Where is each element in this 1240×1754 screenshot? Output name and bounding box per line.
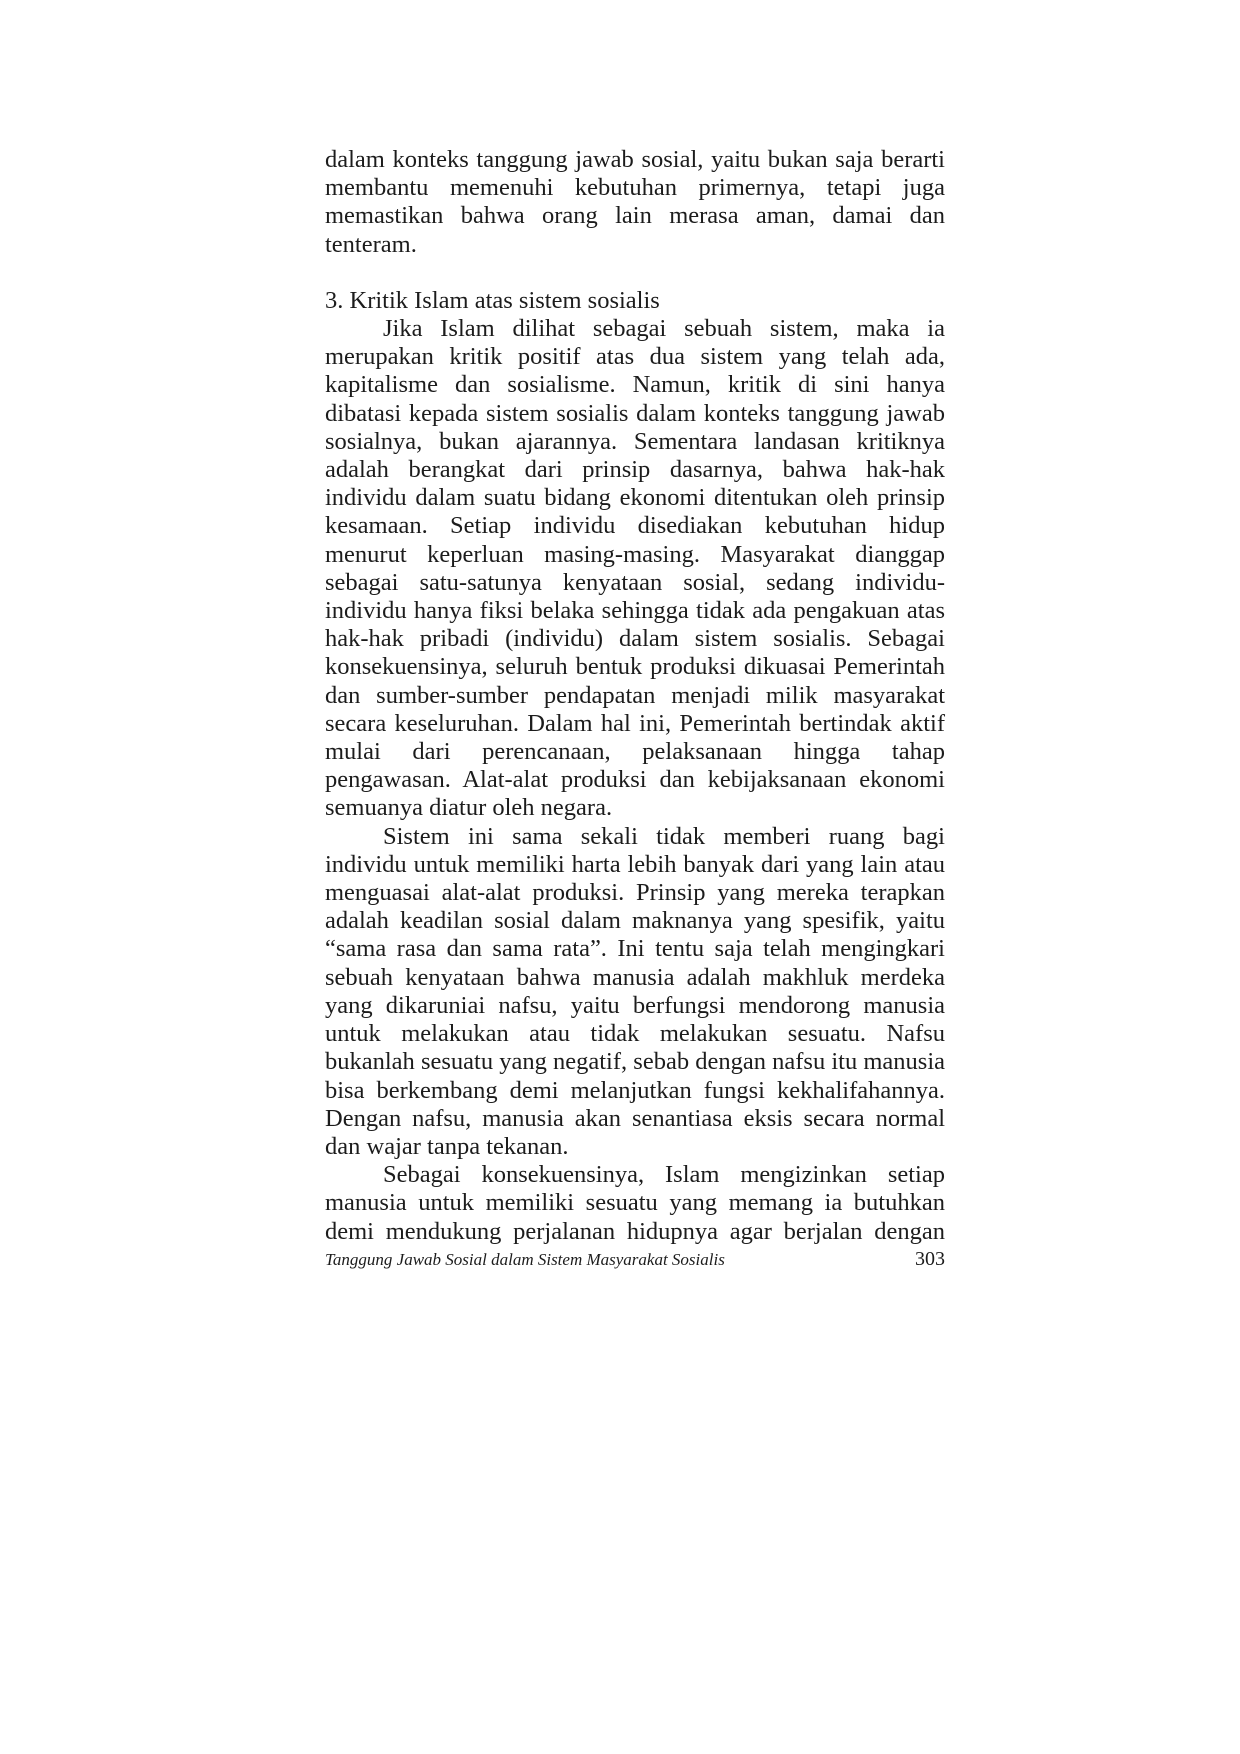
main-text	[325, 146, 945, 1246]
body-paragraph-2: Sistem ini sama sekali tidak memberi ruang bagi individu untuk memiliki harta lebih banyak dari yang lain atau menguasai alat-alat produksi. Prinsip yang mereka terapkan adalah keadilan sosial dalam maknanya yang spesifik, yaitu “sama rasa dan sama rata”. Ini tentu saja telah mengingkari sebuah kenyataan bahwa manusia adalah makhluk merdeka yang dikaruniai nafsu, yaitu berfungsi mendorong manusia untuk melakukan atau tidak melakukan sesuatu. Nafsu bukanlah sesuatu yang negatif, sebab dengan nafsu itu manusia bisa berkembang demi melanjutkan fungsi kekhalifahannya. Dengan nafsu, manusia akan senantiasa eksis secara normal dan wajar tanpa tekanan.	[325, 822, 945, 1160]
body-paragraph-1: Jika Islam dilihat sebagai sebuah sistem, maka ia merupakan kritik positif atas dua sistem yang telah ada, kapitalisme dan sosialisme. Namun, kritik di sini hanya dibatasi kepada sistem sosialis dalam konteks tanggung jawab sosialnya, bukan ajarannya. Sementara landasan kritiknya adalah berangkat dari prinsip dasarnya, bahwa hak-hak individu dalam suatu bidang ekonomi ditentukan oleh prinsip kesamaan. Setiap individu disediakan kebutuhan hidup menurut keperluan masing-masing. Masyarakat dianggap sebagai satu-satunya kenyataan sosial, sedang individu-individu hanya fiksi belaka sehingga tidak ada pengakuan atas hak-hak pribadi (individu) dalam sistem sosialis. Sebagai konsekuensinya, seluruh bentuk produksi dikuasai Pemerintah dan sumber-sumber pendapatan menjadi milik masyarakat secara keseluruhan. Dalam hal ini, Pemerintah bertindak aktif mulai dari perencanaan, pelaksanaan hingga tahap pengawasan. Alat-alat produksi dan kebijaksanaan ekonomi semuanya diatur oleh negara.	[325, 315, 945, 822]
body-paragraph-3: Sebagai konsekuensinya, Islam mengizinkan setiap manusia untuk memiliki sesuatu yang memang ia butuhkan demi mendukung perjalanan hidupnya agar berjalan dengan	[325, 1161, 945, 1245]
page-number: 303	[915, 1248, 945, 1270]
section-heading: 3. Kritik Islam atas sistem sosialis	[325, 286, 660, 314]
page-footer	[325, 1248, 945, 1271]
running-title: Tanggung Jawab Sosial dalam Sistem Masyarakat Sosialis	[325, 1250, 725, 1269]
intro-paragraph: dalam konteks tanggung jawab sosial, yaitu bukan saja berarti membantu memenuhi kebutuhan primernya, tetapi juga memastikan bahwa orang lain merasa aman, damai dan tenteram.	[325, 146, 945, 258]
